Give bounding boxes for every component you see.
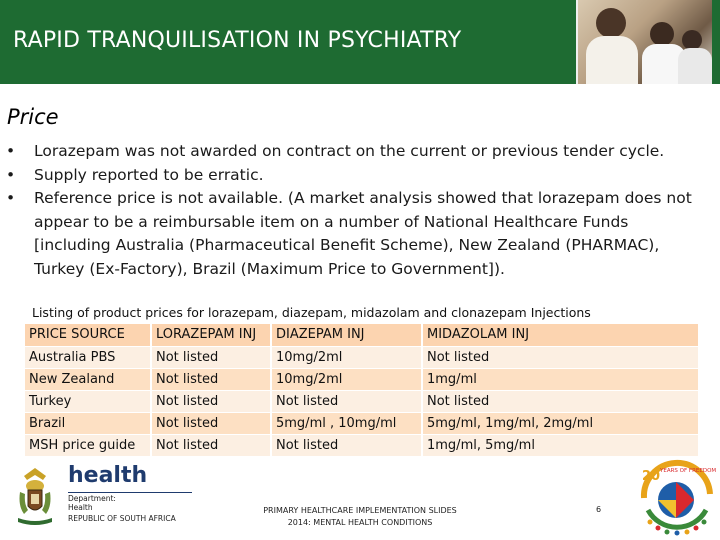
header-bar [0, 0, 720, 84]
table-header-row [25, 324, 699, 346]
table-cell: 10mg/2ml [271, 368, 422, 390]
table-cell: 5mg/ml, 1mg/ml, 2mg/ml [422, 412, 699, 434]
bullet-item: • Lorazepam was not awarded on contract on the current or previous tender cycle. [6, 140, 706, 164]
country-label: REPUBLIC OF SOUTH AFRICA [68, 514, 176, 523]
slide-title: RAPID TRANQUILISATION IN PSYCHIATRY [13, 28, 462, 53]
table-cell: New Zealand [25, 368, 151, 390]
bullet-item: • Supply reported to be erratic. [6, 164, 706, 188]
anniversary-number: 20 [642, 469, 661, 484]
footer-line: 2014: MENTAL HEALTH CONDITIONS [287, 518, 433, 527]
bullet-list [6, 140, 706, 281]
health-logo-word: health [68, 463, 148, 488]
table-cell: Turkey [25, 390, 151, 412]
table-cell: 10mg/2ml [271, 346, 422, 368]
price-table [25, 324, 700, 457]
table-cell: Brazil [25, 412, 151, 434]
table-cell: 1mg/ml [422, 368, 699, 390]
table-cell: Not listed [271, 434, 422, 456]
table-row [25, 390, 699, 412]
table-header-cell: MIDAZOLAM INJ [422, 324, 699, 346]
department-label: Department: Health [68, 494, 116, 512]
footer-caption [255, 505, 465, 529]
footer-line: PRIMARY HEALTHCARE IMPLEMENTATION SLIDES [263, 506, 457, 515]
table-row [25, 434, 699, 456]
divider [68, 492, 192, 493]
table-cell: Not listed [151, 368, 271, 390]
bullet-item: • Reference price is not available. (A market analysis showed that lorazepam does not appear to be a reimbursable item on a number of National Healthcare Funds [including Australia (Pharmaceutical Benefit Scheme), New Zealand (PHARMAC), Turkey (Ex-Factory), Brazil (Maximum Price to Government]). [6, 187, 706, 281]
table-cell: Not listed [422, 390, 699, 412]
table-cell: Australia PBS [25, 346, 151, 368]
table-cell: Not listed [422, 346, 699, 368]
table-cell: Not listed [151, 390, 271, 412]
table-cell: Not listed [151, 346, 271, 368]
table-header-cell: PRICE SOURCE [25, 324, 151, 346]
health-department-logo [68, 462, 198, 526]
table-cell: 1mg/ml, 5mg/ml [422, 434, 699, 456]
table-cell: 5mg/ml , 10mg/ml [271, 412, 422, 434]
table-row [25, 346, 699, 368]
table-header-cell: DIAZEPAM INJ [271, 324, 422, 346]
page-number: 6 [596, 505, 602, 514]
table-header-cell: LORAZEPAM INJ [151, 324, 271, 346]
section-title: Price [7, 105, 59, 129]
table-cell: Not listed [151, 434, 271, 456]
table-cell: MSH price guide [25, 434, 151, 456]
table-cell: Not listed [271, 390, 422, 412]
table-cell: Not listed [151, 412, 271, 434]
header-photo [576, 0, 712, 84]
twenty-years-freedom-logo [636, 458, 718, 538]
coat-of-arms-icon [10, 466, 60, 526]
table-row [25, 368, 699, 390]
anniversary-text: YEARS OF FREEDOM [660, 468, 717, 474]
table-row [25, 412, 699, 434]
table-caption: Listing of product prices for lorazepam, diazepam, midazolam and clonazepam Injections [32, 305, 591, 320]
